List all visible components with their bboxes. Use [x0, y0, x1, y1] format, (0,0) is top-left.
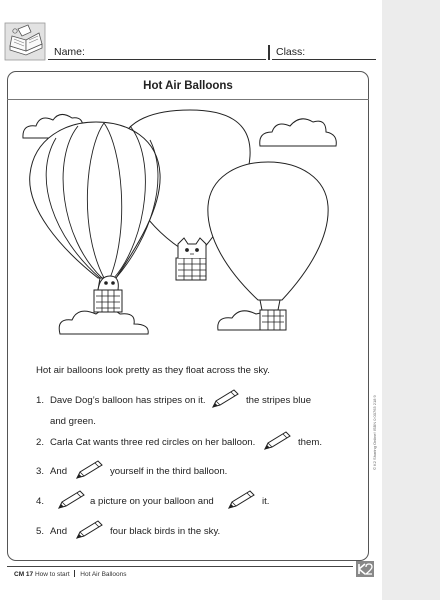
footer-section: How to start [34, 571, 70, 578]
header-divider [268, 45, 270, 60]
pencil-icon [74, 459, 104, 481]
copyright-text: © K2 Sharing Online! ISBN 0 00763 218 9 [372, 395, 377, 470]
instruction-2-number: 2. [36, 437, 45, 448]
pencil-icon [56, 489, 86, 511]
blank-balloon-icon [208, 162, 328, 300]
balloons-illustration [20, 108, 360, 358]
instruction-5-text-a: And [50, 526, 68, 537]
instruction-4-text-c: it. [262, 496, 270, 507]
instruction-2-text-b: them. [298, 437, 322, 448]
worksheet-title: Hot Air Balloons [143, 80, 233, 92]
instruction-2-text-a: Carla Cat wants three red circles on her balloon. [50, 437, 256, 448]
k2-brand-logo-icon [356, 561, 374, 577]
footer-divider [7, 566, 353, 567]
footer [14, 570, 127, 578]
instruction-4-number: 4. [36, 496, 45, 507]
class-field-line[interactable] [272, 59, 376, 60]
class-label: Class: [276, 46, 306, 58]
title-divider [7, 99, 369, 100]
intro-text: Hot air balloons look pretty as they float across the sky. [36, 365, 270, 376]
book-logo-icon [4, 22, 48, 62]
instruction-1-text-c: and green. [50, 416, 96, 427]
name-field-line[interactable] [48, 59, 266, 60]
footer-separator [74, 570, 75, 577]
instruction-3-number: 3. [36, 466, 45, 477]
side-margin [382, 0, 440, 600]
pencil-icon [262, 430, 292, 452]
footer-topic: Hot Air Balloons [80, 571, 127, 578]
cloud-bottom-left-icon [59, 309, 148, 334]
instruction-3-text-a: And [50, 466, 68, 477]
pencil-icon [226, 489, 256, 511]
instruction-5-text-b: four black birds in the sky. [110, 526, 221, 537]
name-label: Name: [54, 46, 85, 58]
instruction-1-text-b: the stripes blue [246, 395, 312, 406]
instruction-1-text-a: Dave Dog’s balloon has stripes on it. [50, 395, 206, 406]
instruction-1-number: 1. [36, 395, 45, 406]
instruction-4-text-b: a picture on your balloon and [90, 496, 214, 507]
footer-code: CM 17 [14, 571, 34, 578]
pencil-icon [210, 388, 240, 410]
pencil-icon [74, 519, 104, 541]
cloud-right-icon [260, 119, 337, 146]
instruction-3-text-b: yourself in the third balloon. [110, 466, 228, 477]
instruction-5-number: 5. [36, 526, 45, 537]
